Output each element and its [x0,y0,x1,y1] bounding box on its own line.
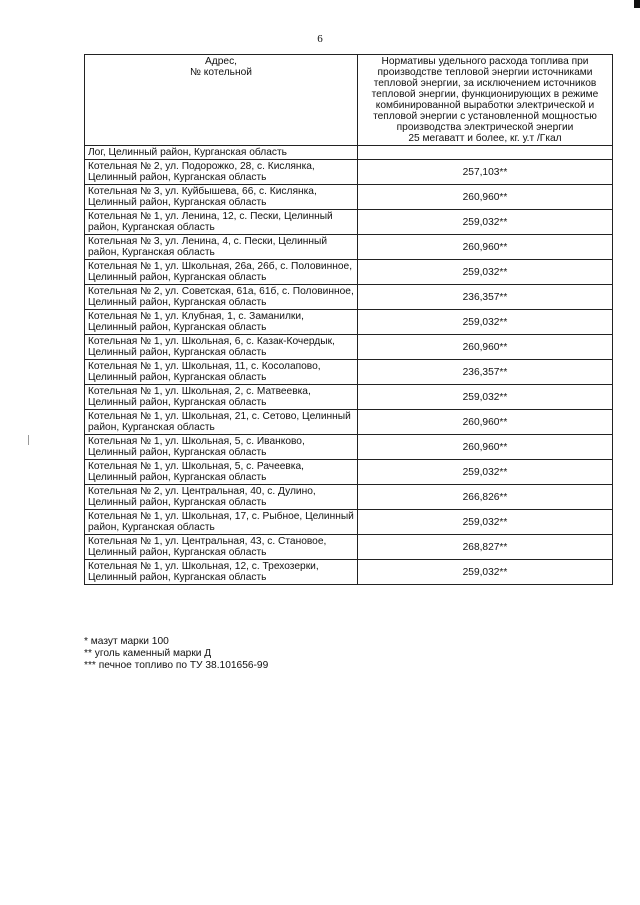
boiler-address: Котельная № 1, ул. Центральная, 43, с. Становое, Целинный район, Курганская область [85,535,358,560]
boiler-address: Котельная № 2, ул. Центральная, 40, с. Дулино, Целинный район, Курганская область [85,485,358,510]
boiler-address: Котельная № 2, ул. Советская, 61а, 61б, с. Половинное, Целинный район, Курганская область [85,285,358,310]
table-row [85,285,613,310]
boiler-address: Котельная № 1, ул. Школьная, 5, с. Рачеевка, Целинный район, Курганская область [85,460,358,485]
section-row [85,146,613,160]
fuel-norm-value: 260,960** [358,335,613,360]
table-row [85,335,613,360]
fuel-norm-value: 268,827** [358,535,613,560]
boiler-address: Котельная № 1, ул. Школьная, 12, с. Трехозерки, Целинный район, Курганская область [85,560,358,585]
fuel-norm-value: 236,357** [358,285,613,310]
table-row [85,360,613,385]
table-row [85,160,613,185]
fuel-norm-value: 257,103** [358,160,613,185]
scan-artifact [28,435,29,445]
fuel-norm-value: 236,357** [358,360,613,385]
boiler-address: Котельная № 1, ул. Школьная, 11, с. Косолапово, Целинный район, Курганская область [85,360,358,385]
fuel-norm-value: 259,032** [358,260,613,285]
footnote-mazut: * мазут марки 100 [84,636,169,647]
table-row [85,560,613,585]
fuel-norm-value: 259,032** [358,510,613,535]
table-row [85,485,613,510]
fuel-norm-value: 260,960** [358,435,613,460]
header-row [85,55,613,146]
table-row [85,460,613,485]
header-norm: Нормативы удельного расхода топлива при производстве тепловой энергии источниками тепловой энергии, за исключением источников тепловой энергии, функционирующих в режиме комбинированной выработки электрической и тепловой энергии с установленной мощностью производства электрической энергии 25 мегаватт и более, кг. у.т /Гкал [358,55,613,146]
page-number: 6 [317,33,323,45]
table-row [85,510,613,535]
table-header [85,55,613,146]
boiler-address: Котельная № 1, ул. Школьная, 26а, 26б, с. Половинное, Целинный район, Курганская область [85,260,358,285]
fuel-norm-value: 259,032** [358,310,613,335]
table-row [85,435,613,460]
fuel-norm-value: 260,960** [358,410,613,435]
boiler-address: Котельная № 2, ул. Подорожко, 28, с. Кислянка, Целинный район, Курганская область [85,160,358,185]
footnote-coal: ** уголь каменный марки Д [84,648,212,659]
fuel-norm-value: 260,960** [358,185,613,210]
table-row [85,410,613,435]
boiler-address: Котельная № 1, ул. Школьная, 5, с. Иванково, Целинный район, Курганская область [85,435,358,460]
table-row [85,385,613,410]
table-row [85,210,613,235]
footnote-stove-fuel: *** печное топливо по ТУ 38.101656-99 [84,660,269,671]
boiler-address: Котельная № 1, ул. Школьная, 21, с. Сетово, Целинный район, Курганская область [85,410,358,435]
table-row [85,535,613,560]
fuel-norm-value: 259,032** [358,560,613,585]
fuel-norms-table [84,54,613,585]
table-row [85,260,613,285]
table-row [85,310,613,335]
fuel-norm-value: 259,032** [358,385,613,410]
table-body [85,146,613,585]
header-address: Адрес, № котельной [85,55,358,146]
fuel-norm-value: 266,826** [358,485,613,510]
section-empty-cell [358,146,613,160]
boiler-address: Котельная № 3, ул. Куйбышева, 66, с. Кислянка, Целинный район, Курганская область [85,185,358,210]
scan-edge-mark [634,0,640,8]
boiler-address: Котельная № 1, ул. Клубная, 1, с. Заманилки, Целинный район, Курганская область [85,310,358,335]
boiler-address: Котельная № 1, ул. Ленина, 12, с. Пески, Целинный район, Курганская область [85,210,358,235]
fuel-norm-value: 259,032** [358,210,613,235]
boiler-address: Котельная № 1, ул. Школьная, 17, с. Рыбное, Целинный район, Курганская область [85,510,358,535]
boiler-address: Котельная № 1, ул. Школьная, 2, с. Матвеевка, Целинный район, Курганская область [85,385,358,410]
section-title: Лог, Целинный район, Курганская область [85,146,358,160]
footnotes [84,636,268,672]
fuel-norm-value: 259,032** [358,460,613,485]
fuel-norm-value: 260,960** [358,235,613,260]
table-row [85,185,613,210]
boiler-address: Котельная № 3, ул. Ленина, 4, с. Пески, Целинный район, Курганская область [85,235,358,260]
boiler-address: Котельная № 1, ул. Школьная, 6, с. Казак-Кочердык, Целинный район, Курганская область [85,335,358,360]
table-row [85,235,613,260]
